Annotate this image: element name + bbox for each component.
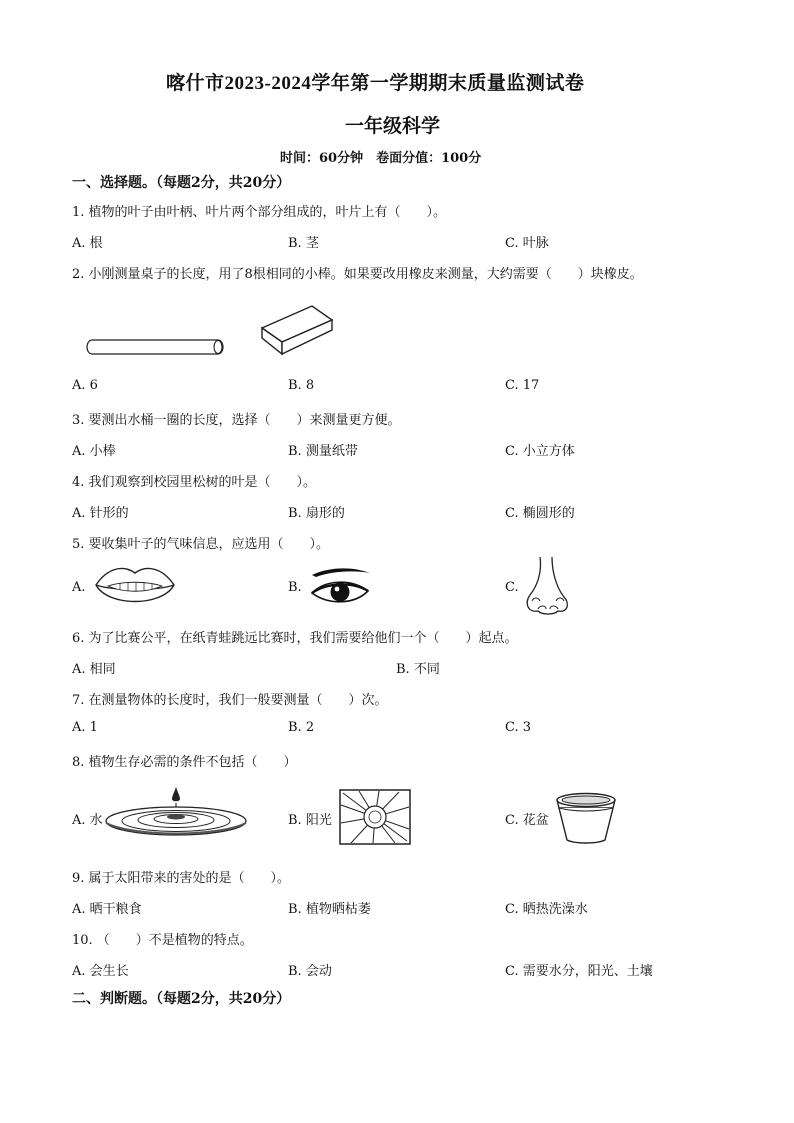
question-stem: 5. 要收集叶子的气味信息，应选用（ ）。 <box>72 537 330 552</box>
option-c: C. 小立方体 <box>505 444 575 459</box>
question-stem: 1. 植物的叶子由叶柄、叶片两个部分组成的，叶片上有（ ）。 <box>72 205 447 220</box>
section-heading: 二、判断题。（每题2分，共20分） <box>72 991 291 1007</box>
sunlight-icon <box>339 789 411 845</box>
option-c: C. 需要水分，阳光、土壤 <box>505 964 653 979</box>
option-b: B. 8 <box>288 378 315 393</box>
option-c: C. 晒热洗澡水 <box>505 902 588 917</box>
option-b: B. 不同 <box>396 662 440 677</box>
exam-meta: 时间：60分钟 卷面分值：100分 <box>280 151 482 166</box>
option-b: B. 测量纸带 <box>288 444 358 459</box>
option-a: A. 小棒 <box>72 444 116 459</box>
option-c: C. 椭圆形的 <box>505 506 575 521</box>
eraser-image <box>258 300 336 356</box>
option-b: B. <box>288 580 302 595</box>
option-c: C. 3 <box>505 720 532 735</box>
question-stem: 10. （ ）不是植物的特点。 <box>72 933 253 948</box>
option-a: A. 1 <box>72 720 98 735</box>
page-title: 喀什市2023-2024学年第一学期期末质量监测试卷 <box>166 73 585 94</box>
question-stem: 4. 我们观察到校园里松树的叶是（ ）。 <box>72 475 317 490</box>
water-drop-icon <box>104 785 254 841</box>
question-stem: 9. 属于太阳带来的害处的是（ ）。 <box>72 871 291 886</box>
option-c: C. 花盆 <box>505 813 549 828</box>
mouth-icon <box>94 563 176 611</box>
section-heading: 一、选择题。（每题2分，共20分） <box>72 175 291 191</box>
question-stem: 2. 小刚测量桌子的长度，用了8根相同的小棒。如果要改用橡皮来测量，大约需要（ ）块橡皮。 <box>72 267 643 282</box>
option-b: B. 2 <box>288 720 315 735</box>
nose-icon <box>524 555 572 617</box>
option-b: B. 茎 <box>288 236 319 251</box>
option-b: B. 阳光 <box>288 813 332 828</box>
question-stem: 8. 植物生存必需的条件不包括（ ） <box>72 755 297 770</box>
stick-image <box>86 339 226 355</box>
option-a: A. 晒干粮食 <box>72 902 142 917</box>
option-a: A. 6 <box>72 378 98 393</box>
option-a: A. 根 <box>72 236 103 251</box>
option-c: C. <box>505 580 519 595</box>
option-b: B. 会动 <box>288 964 332 979</box>
option-a: A. 针形的 <box>72 506 129 521</box>
eye-icon <box>308 567 374 611</box>
flowerpot-icon <box>555 792 617 844</box>
question-stem: 7. 在测量物体的长度时，我们一般要测量（ ）次。 <box>72 693 388 708</box>
question-stem: 6. 为了比赛公平，在纸青蛙跳远比赛时，我们需要给他们一个（ ）起点。 <box>72 631 518 646</box>
option-a: A. <box>72 580 86 595</box>
option-a: A. 会生长 <box>72 964 129 979</box>
option-b: B. 植物晒枯萎 <box>288 902 371 917</box>
option-a: A. 相同 <box>72 662 116 677</box>
question-stem: 3. 要测出水桶一圈的长度，选择（ ）来测量更方便。 <box>72 413 401 428</box>
option-c: C. 叶脉 <box>505 236 549 251</box>
option-c: C. 17 <box>505 378 540 393</box>
page-subtitle: 一年级科学 <box>345 115 441 137</box>
option-b: B. 扇形的 <box>288 506 345 521</box>
option-a: A. 水 <box>72 813 103 828</box>
